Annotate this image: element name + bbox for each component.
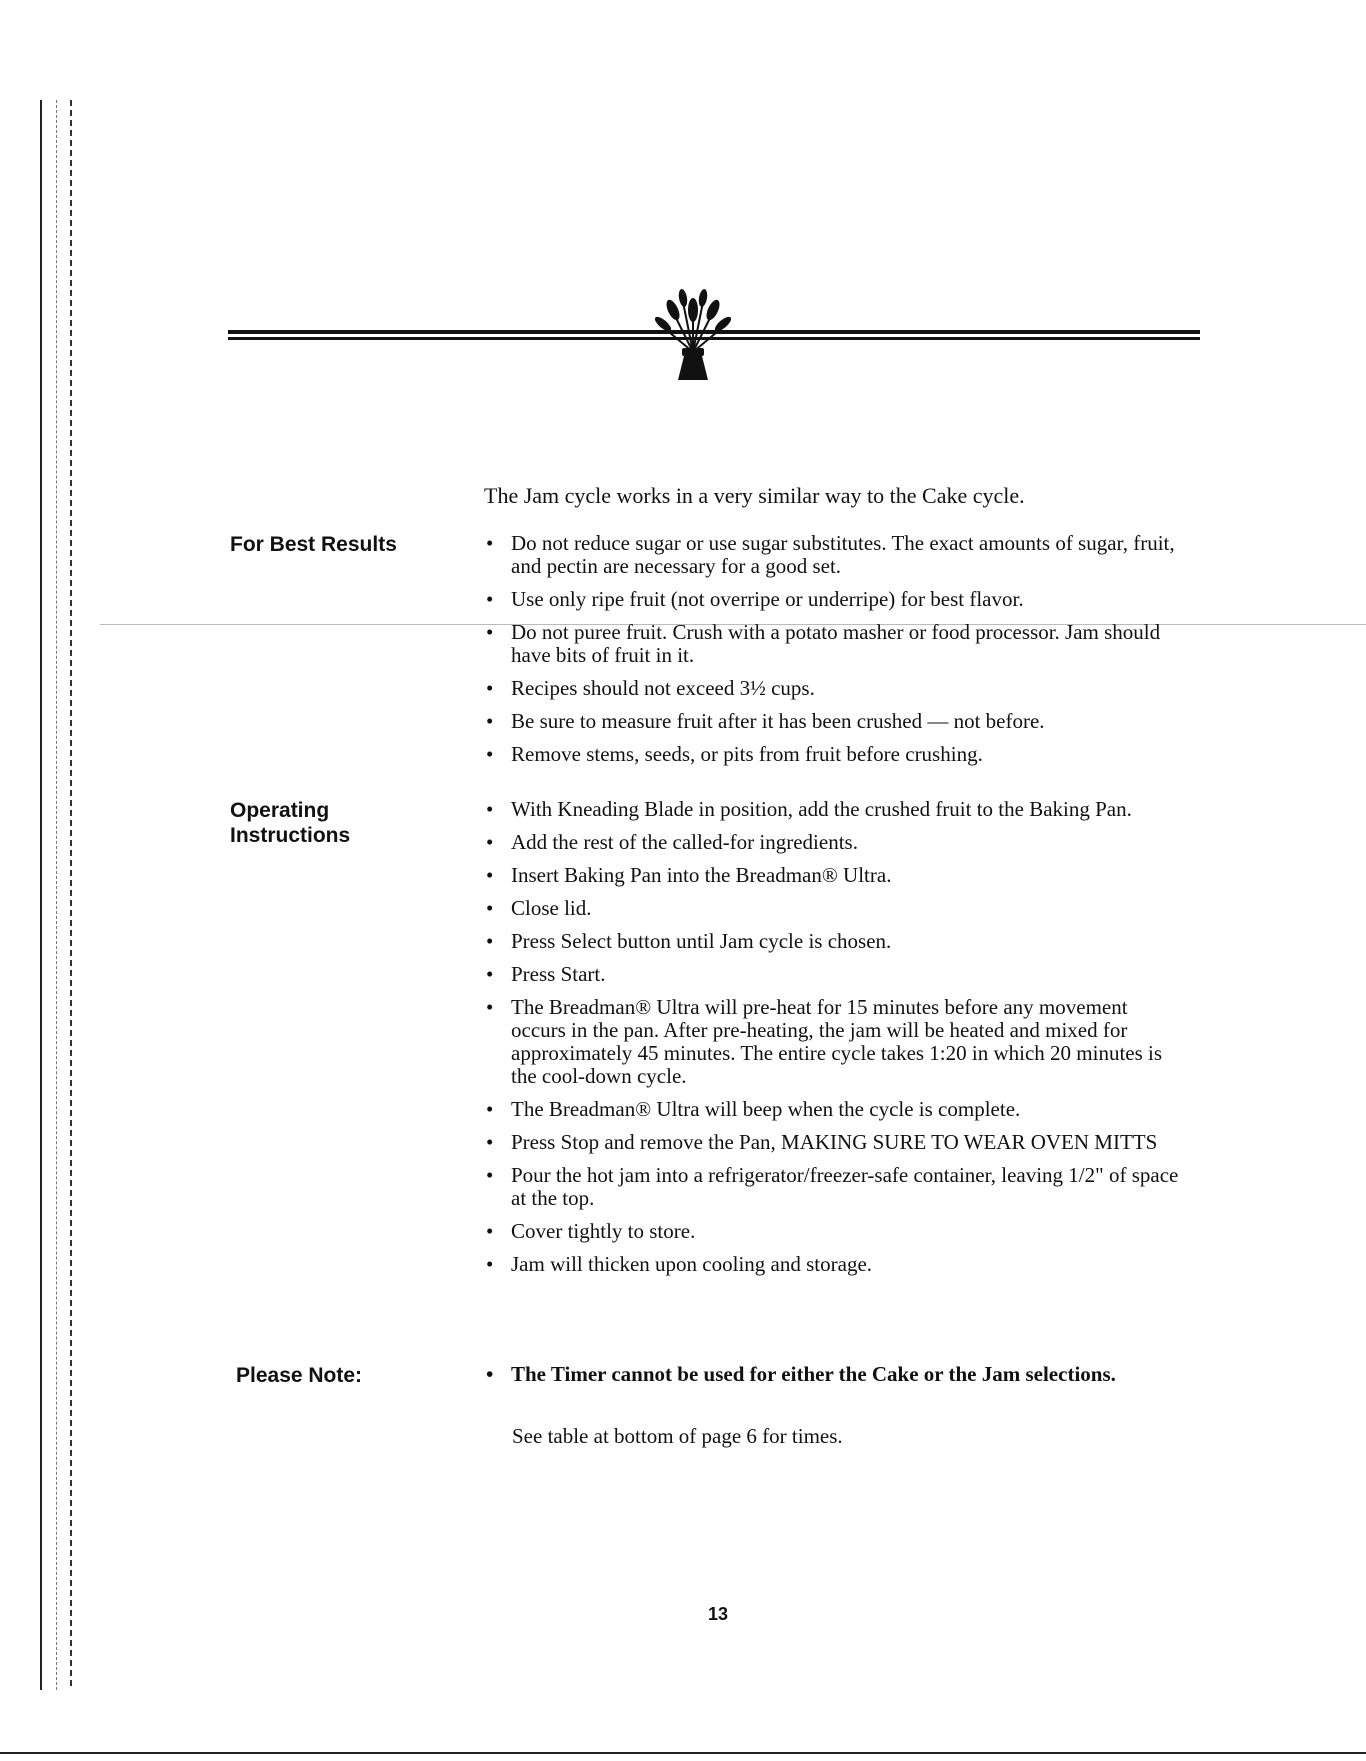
list-item: • Do not reduce sugar or use sugar substitutes. The exact amounts of sugar, fruit, and pectin are necessary for a good set.: [484, 532, 1184, 578]
list-item: • Pour the hot jam into a refrigerator/freezer-safe container, leaving 1/2" of space at the top.: [484, 1164, 1184, 1210]
list-item: • Cover tightly to store.: [484, 1220, 1184, 1243]
intro-text: The Jam cycle works in a very similar way to the Cake cycle.: [484, 483, 1025, 508]
list-item: • Press Select button until Jam cycle is chosen.: [484, 930, 1184, 953]
list-item: • The Timer cannot be used for either the Cake or the Jam selections.: [484, 1363, 1184, 1386]
best-results-section: [484, 532, 1184, 776]
please-note-section: [484, 1363, 1184, 1396]
list-item: • Be sure to measure fruit after it has been crushed — not before.: [484, 710, 1184, 733]
list-item: • The Breadman® Ultra will pre-heat for 15 minutes before any movement occurs in the pan. After pre-heating, the jam will be heated and mixed for approximately 45 minutes. The entire cycle takes 1:20 in which 20 minutes is the cool-down cycle.: [484, 996, 1184, 1088]
best-results-heading: For Best Results: [230, 533, 397, 556]
operating-instructions-list: [484, 798, 1184, 1276]
list-item: • Jam will thicken upon cooling and storage.: [484, 1253, 1184, 1276]
page-number: 13: [708, 1604, 729, 1624]
list-item: • With Kneading Blade in position, add the crushed fruit to the Baking Pan.: [484, 798, 1184, 821]
list-item: • Use only ripe fruit (not overripe or underripe) for best flavor.: [484, 588, 1184, 611]
operating-heading-line1: Operating: [230, 799, 330, 822]
list-item: • Press Stop and remove the Pan, MAKING SURE TO WEAR OVEN MITTS: [484, 1131, 1184, 1154]
list-item: • Close lid.: [484, 897, 1184, 920]
wheat-sheaf-icon: [648, 282, 738, 382]
page-bottom-edge: [0, 1752, 1366, 1754]
binding-edge: [40, 100, 57, 1690]
best-results-list: [484, 532, 1184, 766]
operating-heading-line2: Instructions: [230, 824, 351, 847]
operating-instructions-section: [484, 798, 1184, 1286]
list-item: • Press Start.: [484, 963, 1184, 986]
binding-edge-marks: [70, 100, 72, 1690]
operating-instructions-heading: [230, 798, 430, 848]
note-subtext: See table at bottom of page 6 for times.: [512, 1424, 843, 1448]
list-item: • Remove stems, seeds, or pits from fruit before crushing.: [484, 743, 1184, 766]
list-item: • Add the rest of the called-for ingredients.: [484, 831, 1184, 854]
please-note-heading: Please Note:: [236, 1364, 363, 1387]
list-item: • Do not puree fruit. Crush with a potato masher or food processor. Jam should have bits of fruit in it.: [484, 621, 1184, 667]
list-item: • Insert Baking Pan into the Breadman® Ultra.: [484, 864, 1184, 887]
list-item: • Recipes should not exceed 3½ cups.: [484, 677, 1184, 700]
list-item: • The Breadman® Ultra will beep when the cycle is complete.: [484, 1098, 1184, 1121]
please-note-list: [484, 1363, 1184, 1386]
